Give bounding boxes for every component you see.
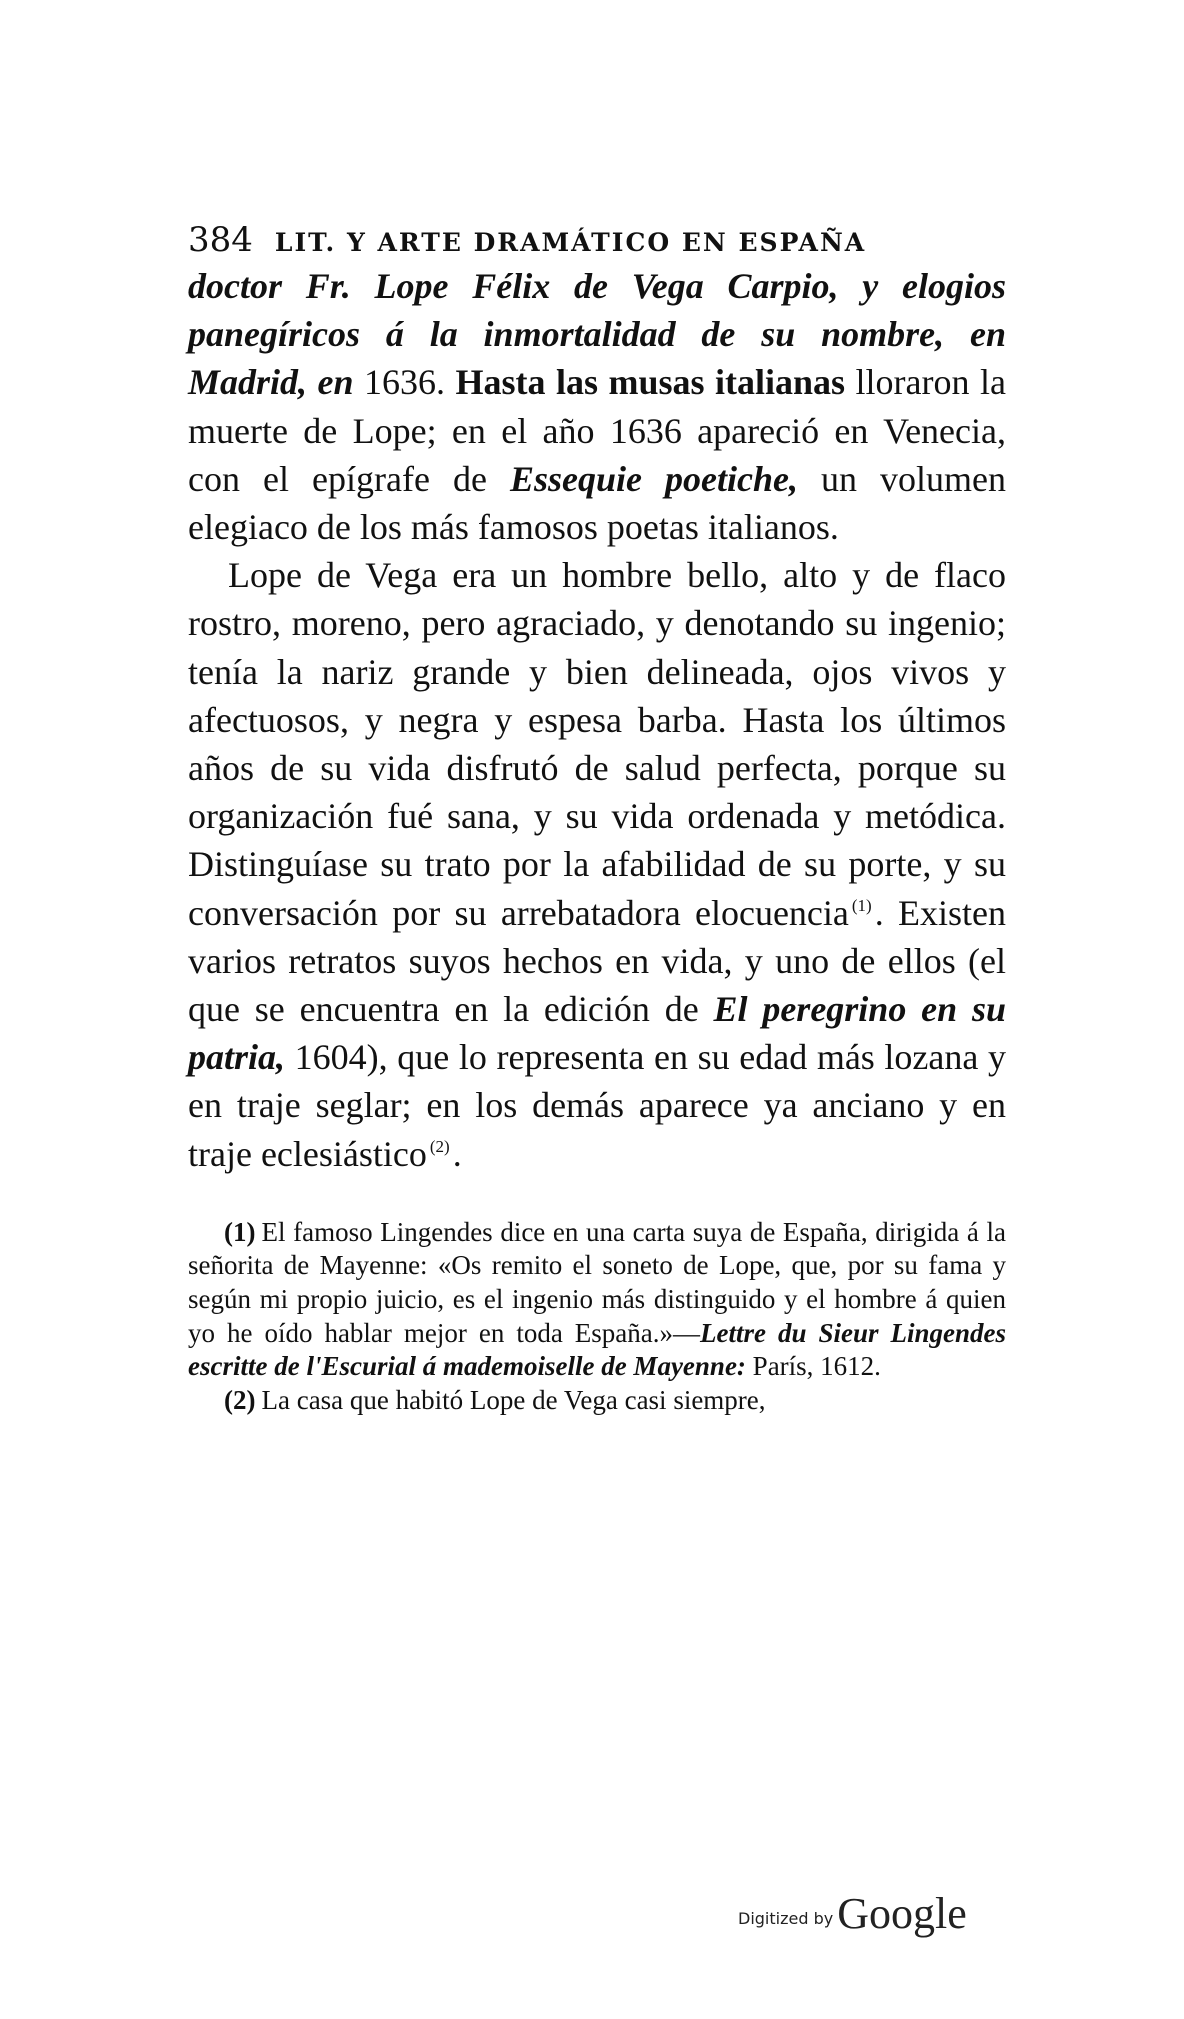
paragraph-text: 1636. xyxy=(353,362,456,403)
footnote-text: La casa que habitó Lope de Vega casi siempre, xyxy=(261,1384,766,1415)
footnote-mark: (2) xyxy=(224,1384,256,1415)
footnote-text: París, 1612. xyxy=(745,1351,881,1382)
page-number: 384 xyxy=(188,220,253,260)
paragraph-text: Lope de Vega era un hombre bello, alto y de flaco rostro, moreno, pero agraciado, y denotando su ingenio; tenía la nariz grande y bien delineada, ojos vivos y afectuosos, y negra y espesa barba. Hasta los últimos años de su vida disfrutó de salud perfecta, porque su organización fué sana, y su vida ordenada y metódica. Distinguíase su trato por la afabilidad de su porte, y su conversación por su arrebatadora elocuencia xyxy=(188,555,1006,933)
footnote-1 xyxy=(188,1216,1006,1384)
paragraph-2 xyxy=(188,551,1006,1178)
paragraph-text: un volumen elegiaco de los más famosos poetas italianos. xyxy=(188,458,1006,548)
paragraph-text: . Existen varios retratos suyos hechos en vida, y uno de ellos (el que se encuentra en la edición de xyxy=(188,892,1007,1030)
footnote-ref-1: (1) xyxy=(851,895,872,915)
paragraph-text: . xyxy=(452,1133,462,1174)
running-header xyxy=(188,218,1006,262)
italic-title-text: El peregrino en su patria, xyxy=(188,989,1006,1078)
paragraph-text: lloraron la muerte de Lope; en el año 1636 apareció en Venecia, con el epígrafe de xyxy=(188,362,1006,499)
book-page xyxy=(188,218,1006,1417)
footnote-text: El famoso Lingendes dice en una carta suya de España, dirigida á la señorita de Mayenne: «Os remito el soneto de Lope, que, por su fama y según mi propio juicio, es el ingenio más distinguido y el hombre á quien yo he oído hablar mejor en toda España.»— xyxy=(188,1216,1006,1348)
paragraph-text: 1604), que lo representa en su edad más lozana y en traje seglar; en los demás aparece ya anciano y en traje eclesiástico xyxy=(188,1037,1006,1174)
running-title: LIT. Y ARTE DRAMÁTICO EN ESPAÑA xyxy=(274,228,867,257)
bold-text: Hasta las musas italianas xyxy=(455,362,846,403)
italic-title-text: Essequie poetiche, xyxy=(509,458,798,499)
paragraph-1 xyxy=(188,262,1006,551)
digitized-by-google-watermark xyxy=(738,1888,967,1939)
footnote-mark: (1) xyxy=(224,1216,256,1247)
footnotes xyxy=(188,1216,1006,1418)
footnote-ref-2: (2) xyxy=(429,1136,450,1156)
digitized-label: Digitized by xyxy=(738,1909,834,1928)
footnote-italic-text: Lettre du Sieur Lingendes escritte de l'Escurial á mademoiselle de Mayenne: xyxy=(188,1317,1006,1382)
main-text xyxy=(188,262,1006,1178)
italic-title-text: doctor Fr. Lope Félix de Vega Carpio, y elogios panegíricos á la inmortalidad de su nombre, en Madrid, en xyxy=(188,266,1006,403)
footnote-2 xyxy=(188,1384,1006,1418)
google-logo: Google xyxy=(837,1889,967,1938)
